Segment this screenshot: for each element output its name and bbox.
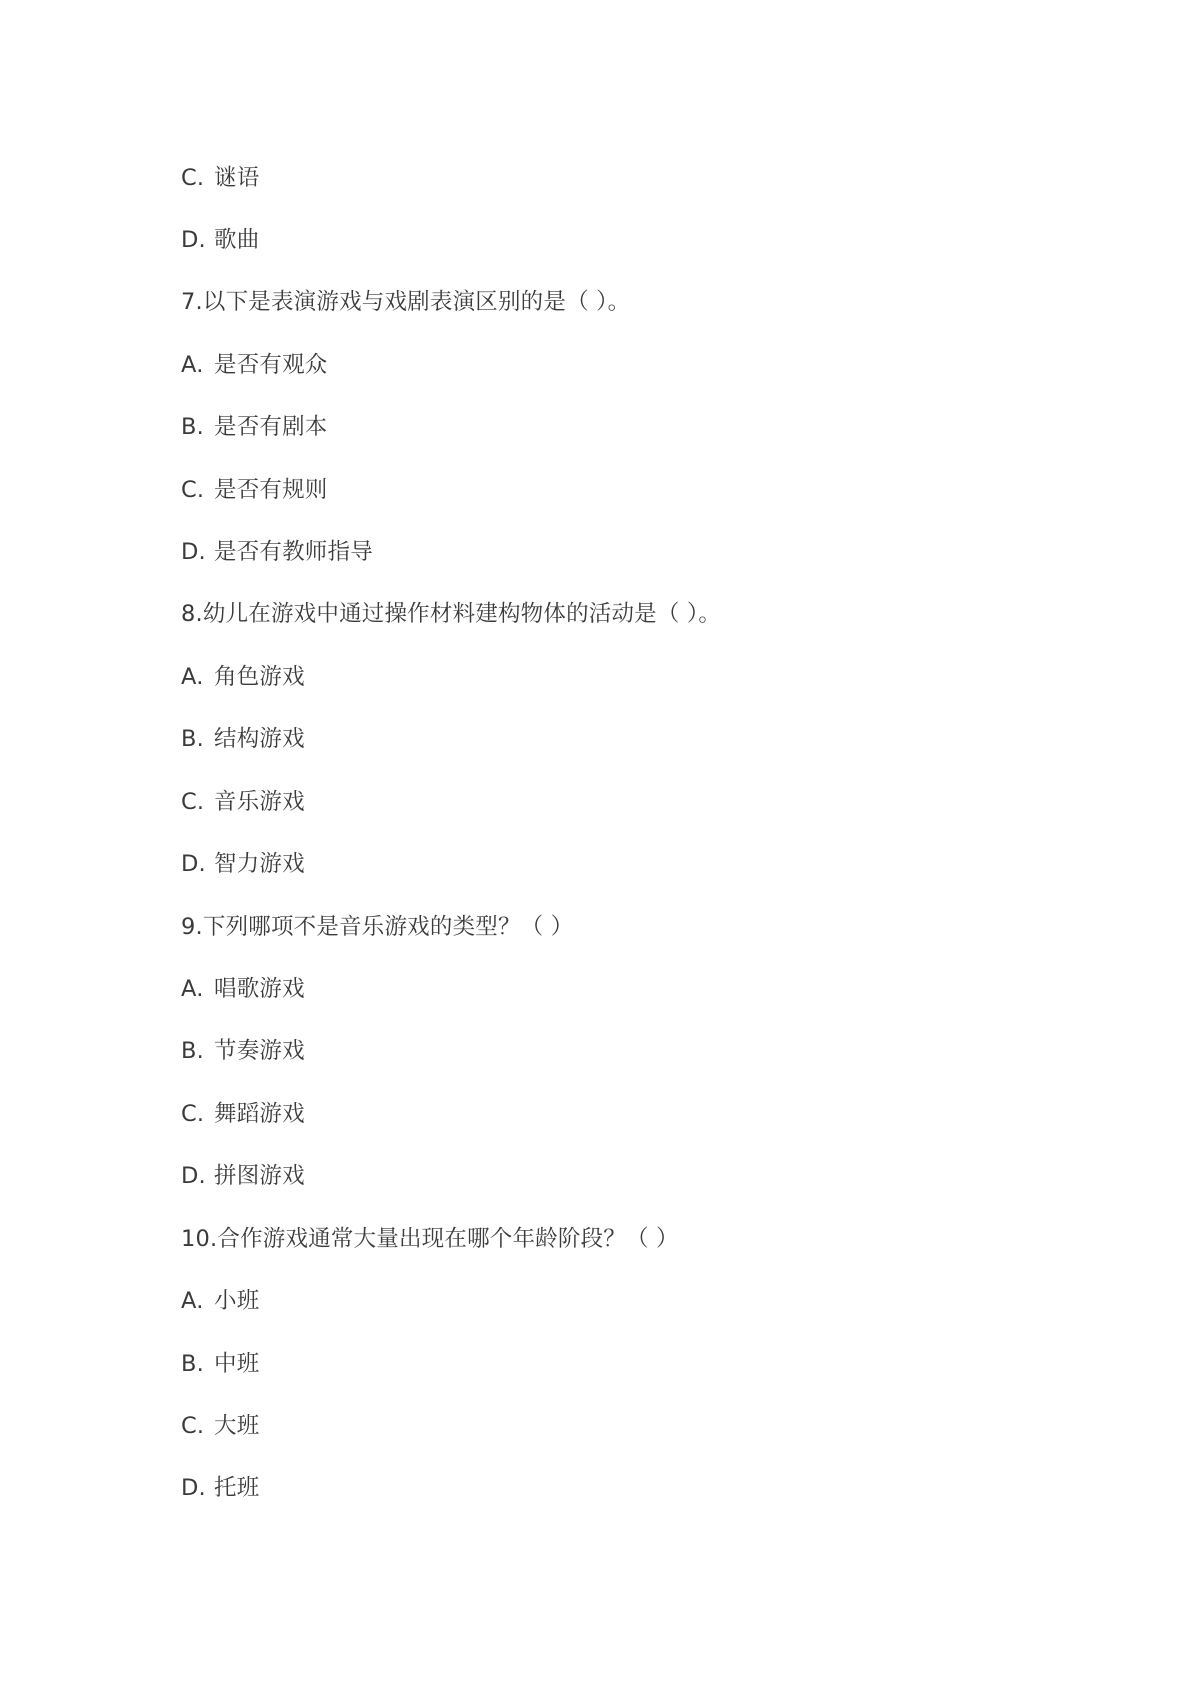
question-line: 7.以下是表演游戏与戏剧表演区别的是（ ）。 — [181, 289, 631, 315]
option-line — [181, 163, 259, 193]
option-text: 唱歌游戏 — [214, 976, 305, 1002]
option-text: 是否有观众 — [214, 352, 328, 378]
option-text: 小班 — [214, 1288, 260, 1314]
option-letter: B. — [181, 414, 204, 440]
option-letter: D. — [181, 539, 206, 565]
option-line — [181, 412, 328, 442]
option-text: 是否有教师指导 — [214, 539, 373, 565]
option-text: 托班 — [214, 1475, 260, 1501]
option-letter: D. — [181, 227, 206, 253]
option-text: 歌曲 — [214, 227, 260, 253]
option-letter: B. — [181, 726, 204, 752]
option-letter: A. — [181, 352, 204, 378]
option-line — [181, 1036, 305, 1066]
option-letter: B. — [181, 1038, 204, 1064]
question-line: 10.合作游戏通常大量出现在哪个年龄阶段？（ ） — [181, 1226, 679, 1252]
option-line — [181, 1411, 259, 1441]
option-letter: D. — [181, 1475, 206, 1501]
option-text: 智力游戏 — [214, 851, 305, 877]
option-text: 节奏游戏 — [214, 1038, 305, 1064]
option-letter: D. — [181, 1163, 206, 1189]
option-line — [181, 662, 305, 692]
option-line — [181, 475, 328, 505]
option-line — [181, 1286, 259, 1316]
option-letter: C. — [181, 1101, 205, 1127]
option-letter: B. — [181, 1351, 204, 1377]
option-letter: A. — [181, 1288, 204, 1314]
question-line: 9.下列哪项不是音乐游戏的类型？（ ） — [181, 914, 574, 940]
option-text: 中班 — [214, 1351, 260, 1377]
option-line — [181, 225, 259, 255]
option-line — [181, 974, 305, 1004]
option-letter: C. — [181, 165, 205, 191]
option-line — [181, 724, 305, 754]
option-line — [181, 849, 305, 879]
option-letter: A. — [181, 664, 204, 690]
option-text: 结构游戏 — [214, 726, 305, 752]
question-line: 8.幼儿在游戏中通过操作材料建构物体的活动是（ ）。 — [181, 601, 722, 627]
option-line — [181, 1349, 259, 1379]
option-line — [181, 1161, 305, 1191]
option-letter: C. — [181, 789, 205, 815]
option-line — [181, 537, 373, 567]
option-letter: C. — [181, 1413, 205, 1439]
option-line — [181, 350, 328, 380]
option-line — [181, 1099, 305, 1129]
option-letter: D. — [181, 851, 206, 877]
option-line — [181, 787, 305, 817]
option-text: 音乐游戏 — [214, 789, 305, 815]
option-letter: C. — [181, 477, 205, 503]
option-text: 是否有规则 — [214, 477, 328, 503]
option-letter: A. — [181, 976, 204, 1002]
option-text: 谜语 — [214, 165, 260, 191]
option-text: 大班 — [214, 1413, 260, 1439]
option-text: 拼图游戏 — [214, 1163, 305, 1189]
option-line — [181, 1473, 259, 1503]
option-text: 是否有剧本 — [214, 414, 328, 440]
option-text: 角色游戏 — [214, 664, 305, 690]
option-text: 舞蹈游戏 — [214, 1101, 305, 1127]
